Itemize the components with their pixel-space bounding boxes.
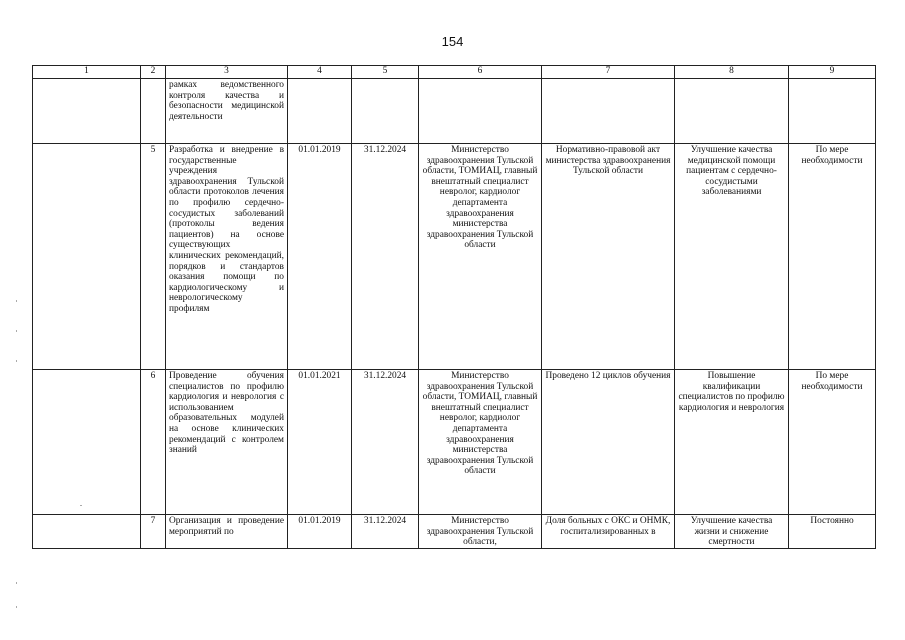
header-cell: 4 (288, 66, 352, 79)
cell-end-date: 31.12.2024 (352, 370, 419, 515)
cell-number: 7 (141, 515, 166, 549)
cell-activity-name: Проведение обучения специалистов по профилю кардиология и неврология с использованием образовательных модулей на основе клинических рекомендаций с контролем знаний (166, 370, 288, 515)
cell-col1 (33, 370, 141, 515)
cell-executor (419, 79, 542, 144)
cell-start-date: 01.01.2019 (288, 515, 352, 549)
scan-artifact-dot (16, 606, 17, 608)
cell-end-date (352, 79, 419, 144)
cell-number (141, 79, 166, 144)
cell-effect: Улучшение качества медицинской помощи пациентам с сердечно-сосудистыми заболеваниями (675, 144, 789, 370)
cell-col1 (33, 79, 141, 144)
cell-effect (675, 79, 789, 144)
cell-end-date: 31.12.2024 (352, 515, 419, 549)
header-cell: 5 (352, 66, 419, 79)
scan-artifact-dot (16, 300, 17, 302)
table-row (33, 370, 876, 515)
header-cell: 7 (542, 66, 675, 79)
header-cell: 1 (33, 66, 141, 79)
cell-start-date: 01.01.2021 (288, 370, 352, 515)
header-cell: 9 (789, 66, 876, 79)
scan-artifact-dot (16, 582, 17, 584)
plan-table (32, 65, 876, 549)
table-header-row (33, 66, 876, 79)
header-cell: 8 (675, 66, 789, 79)
header-cell: 3 (166, 66, 288, 79)
cell-end-date: 31.12.2024 (352, 144, 419, 370)
page-number: 154 (441, 34, 464, 49)
cell-period: По мере необходимости (789, 144, 876, 370)
header-cell: 2 (141, 66, 166, 79)
cell-effect: Улучшение качества жизни и снижение смертности (675, 515, 789, 549)
cell-activity-name: Организация и проведение мероприятий по (166, 515, 288, 549)
cell-executor: Министерство здравоохранения Тульской области, ТОМИАЦ, главный внештатный специалист невролог, кардиолог департамента здравоохранения министерства здравоохранения Тульской области (419, 370, 542, 515)
header-cell: 6 (419, 66, 542, 79)
table-row (33, 144, 876, 370)
cell-activity-name: Разработка и внедрение в государственные учреждения здравоохранения Тульской области протоколов лечения по профилю сердечно-сосудистых заболеваний (протоколы ведения пациентов) на основе существующих клинических рекомендаций, порядков и стандартов оказания помощи по кардиологическому и неврологическому профилям (166, 144, 288, 370)
cell-result: Проведено 12 циклов обучения (542, 370, 675, 515)
scan-artifact-dot (16, 330, 17, 332)
cell-period: Постоянно (789, 515, 876, 549)
cell-activity-name: рамках ведомственного контроля качества и безопасности медицинской деятельности (166, 79, 288, 144)
cell-period: По мере необходимости (789, 370, 876, 515)
cell-result: Нормативно-правовой акт министерства здравоохранения Тульской области (542, 144, 675, 370)
cell-col1 (33, 515, 141, 549)
cell-start-date: 01.01.2019 (288, 144, 352, 370)
scan-artifact-dot (16, 360, 17, 362)
cell-effect: Повышение квалификации специалистов по профилю кардиология и неврология (675, 370, 789, 515)
cell-result (542, 79, 675, 144)
scan-artifact-dot (80, 505, 82, 506)
table-row (33, 79, 876, 144)
cell-period (789, 79, 876, 144)
cell-executor: Министерство здравоохранения Тульской области, ТОМИАЦ, главный внештатный специалист невролог, кардиолог департамента здравоохранения министерства здравоохранения Тульской области (419, 144, 542, 370)
table-row (33, 515, 876, 549)
cell-number: 6 (141, 370, 166, 515)
cell-executor: Министерство здравоохранения Тульской области, (419, 515, 542, 549)
cell-number: 5 (141, 144, 166, 370)
cell-start-date (288, 79, 352, 144)
cell-col1 (33, 144, 141, 370)
cell-result: Доля больных с ОКС и ОНМК, госпитализированных в (542, 515, 675, 549)
